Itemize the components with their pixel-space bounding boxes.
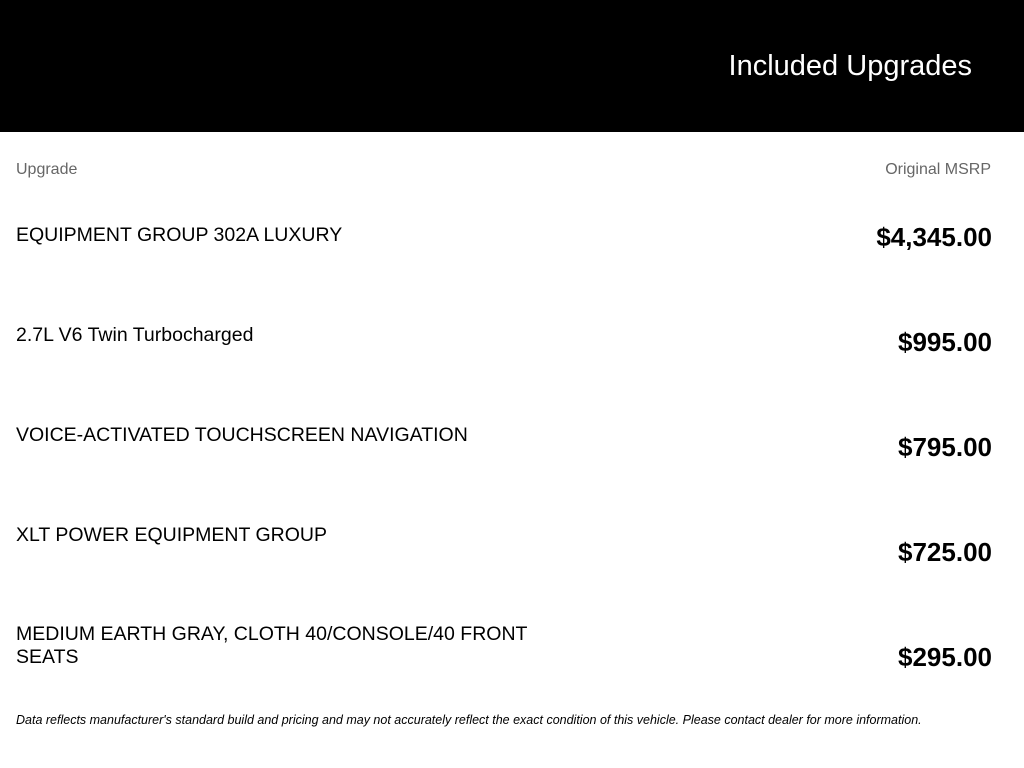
column-header-upgrade: Upgrade: [16, 161, 78, 178]
column-header-msrp: Original MSRP: [885, 161, 991, 178]
upgrade-row: [0, 224, 1024, 304]
upgrade-price: $295.00: [898, 642, 992, 672]
upgrade-name: MEDIUM EARTH GRAY, CLOTH 40/CONSOLE/40 FRONT SEATS: [16, 623, 528, 668]
upgrade-row: [0, 524, 1024, 604]
upgrade-price: $795.00: [898, 432, 992, 462]
upgrade-price: $995.00: [898, 327, 992, 357]
upgrade-price: $4,345.00: [876, 222, 992, 252]
upgrade-row: [0, 424, 1024, 504]
upgrade-name: VOICE-ACTIVATED TOUCHSCREEN NAVIGATION: [16, 424, 468, 446]
upgrade-name: EQUIPMENT GROUP 302A LUXURY: [16, 224, 343, 246]
page-title: Included Upgrades: [728, 50, 972, 82]
upgrade-name: XLT POWER EQUIPMENT GROUP: [16, 524, 327, 546]
upgrade-row: [0, 623, 1024, 703]
header-banner: [0, 0, 1024, 132]
upgrade-price: $725.00: [898, 537, 992, 567]
upgrade-name: 2.7L V6 Twin Turbocharged: [16, 324, 254, 346]
upgrade-row: [0, 324, 1024, 404]
disclaimer-text: Data reflects manufacturer's standard build and pricing and may not accurately reflect the exact condition of this vehicle. Please contact dealer for more information.: [16, 713, 922, 727]
